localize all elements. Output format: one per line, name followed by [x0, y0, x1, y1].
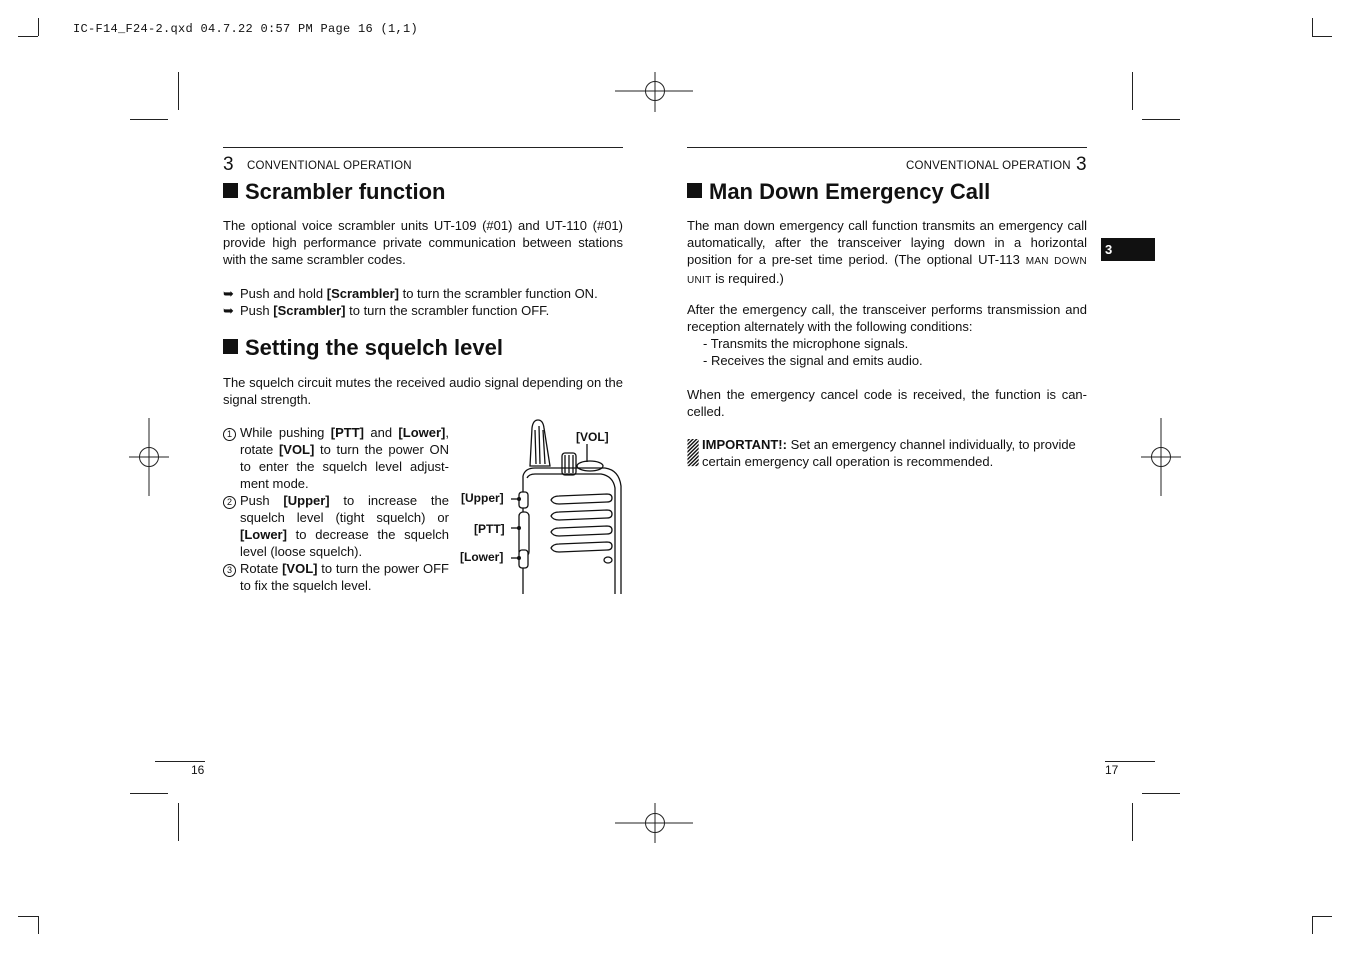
footer-rule-left [155, 761, 205, 762]
running-head-right: CONVENTIONAL OPERATION [906, 160, 1071, 172]
man-down-intro: The man down emergency call function transmits an emergency call automatically, after the transceiver laying down in a horizontal position for a pre-set time period. (The optional UT-113 MAN DOWN UNIT is required.) [687, 218, 1087, 286]
registration-mark-top-icon [615, 72, 695, 112]
square-bullet-icon [223, 183, 238, 198]
square-bullet-icon [223, 339, 238, 354]
list-item: 1 While pushing [PTT] and [Lower], rotate [VOL] to turn the power ON to enter the squelch level adjust-ment mode. [223, 424, 449, 492]
scrambler-heading: Scrambler function [223, 179, 445, 205]
squelch-steps [223, 424, 449, 594]
running-head-left: CONVENTIONAL OPERATION [247, 160, 412, 172]
radio-illustration [455, 416, 625, 596]
header-rule-right [687, 147, 1087, 148]
man-down-heading: Man Down Emergency Call [687, 179, 990, 205]
page-number-right: 17 [1105, 763, 1119, 777]
vol-label: [VOL] [576, 430, 609, 444]
chapter-number-right: 3 [1076, 154, 1087, 175]
list-item: - Receives the signal and emits audio. [703, 353, 923, 368]
list-item: 2 Push [Upper] to increase the squelch level (tight squelch) or [Lower] to decrease the squelch level (loose squelch). [223, 492, 449, 560]
arrow-icon: ➥ [223, 303, 234, 318]
scrambler-intro: The optional voice scrambler units UT-109 (#01) and UT-110 (#01) provide high performance private communication between stations with the same scrambler codes. [223, 218, 623, 267]
list-item: 3 Rotate [VOL] to turn the power OFF to fix the squelch level. [223, 560, 449, 594]
registration-mark-left-icon [129, 418, 169, 496]
step-number: 1 [223, 428, 236, 441]
file-slug: IC-F14_F24-2.qxd 04.7.22 0:57 PM Page 16 (1,1) [73, 22, 419, 36]
chapter-number-left: 3 [223, 154, 234, 175]
step-number: 2 [223, 496, 236, 509]
page-number-left: 16 [191, 763, 205, 777]
chapter-tab: 3 [1101, 238, 1155, 261]
arrow-icon: ➥ [223, 286, 234, 301]
man-down-conditions-intro: After the emergency call, the transceiver performs transmission and reception alternately with the following conditions: [687, 302, 1087, 334]
man-down-conditions [703, 335, 1083, 369]
squelch-heading: Setting the squelch level [223, 335, 503, 361]
upper-label: [Upper] [461, 491, 504, 505]
registration-mark-right-icon [1141, 418, 1181, 496]
list-item: ➥ Push and hold [Scrambler] to turn the scrambler function ON. [223, 286, 598, 301]
list-item: ➥ Push [Scrambler] to turn the scrambler function OFF. [223, 303, 550, 318]
square-bullet-icon [687, 183, 702, 198]
squelch-intro: The squelch circuit mutes the received audio signal depending on the signal strength. [223, 375, 623, 407]
list-item: - Transmits the microphone signals. [703, 336, 909, 351]
important-hatch-icon [687, 439, 701, 467]
header-rule-left [223, 147, 623, 148]
scrambler-bullets [223, 285, 623, 319]
registration-mark-bottom-icon [615, 803, 695, 843]
step-number: 3 [223, 564, 236, 577]
footer-rule-right [1105, 761, 1155, 762]
lower-label: [Lower] [460, 550, 504, 564]
ptt-label: [PTT] [474, 522, 505, 536]
man-down-cancel: When the emergency cancel code is received, the function is can-celled. [687, 387, 1087, 419]
important-note: IMPORTANT!: Set an emergency channel individually, to provide certain emergency call operation is recommended. [702, 437, 1076, 469]
